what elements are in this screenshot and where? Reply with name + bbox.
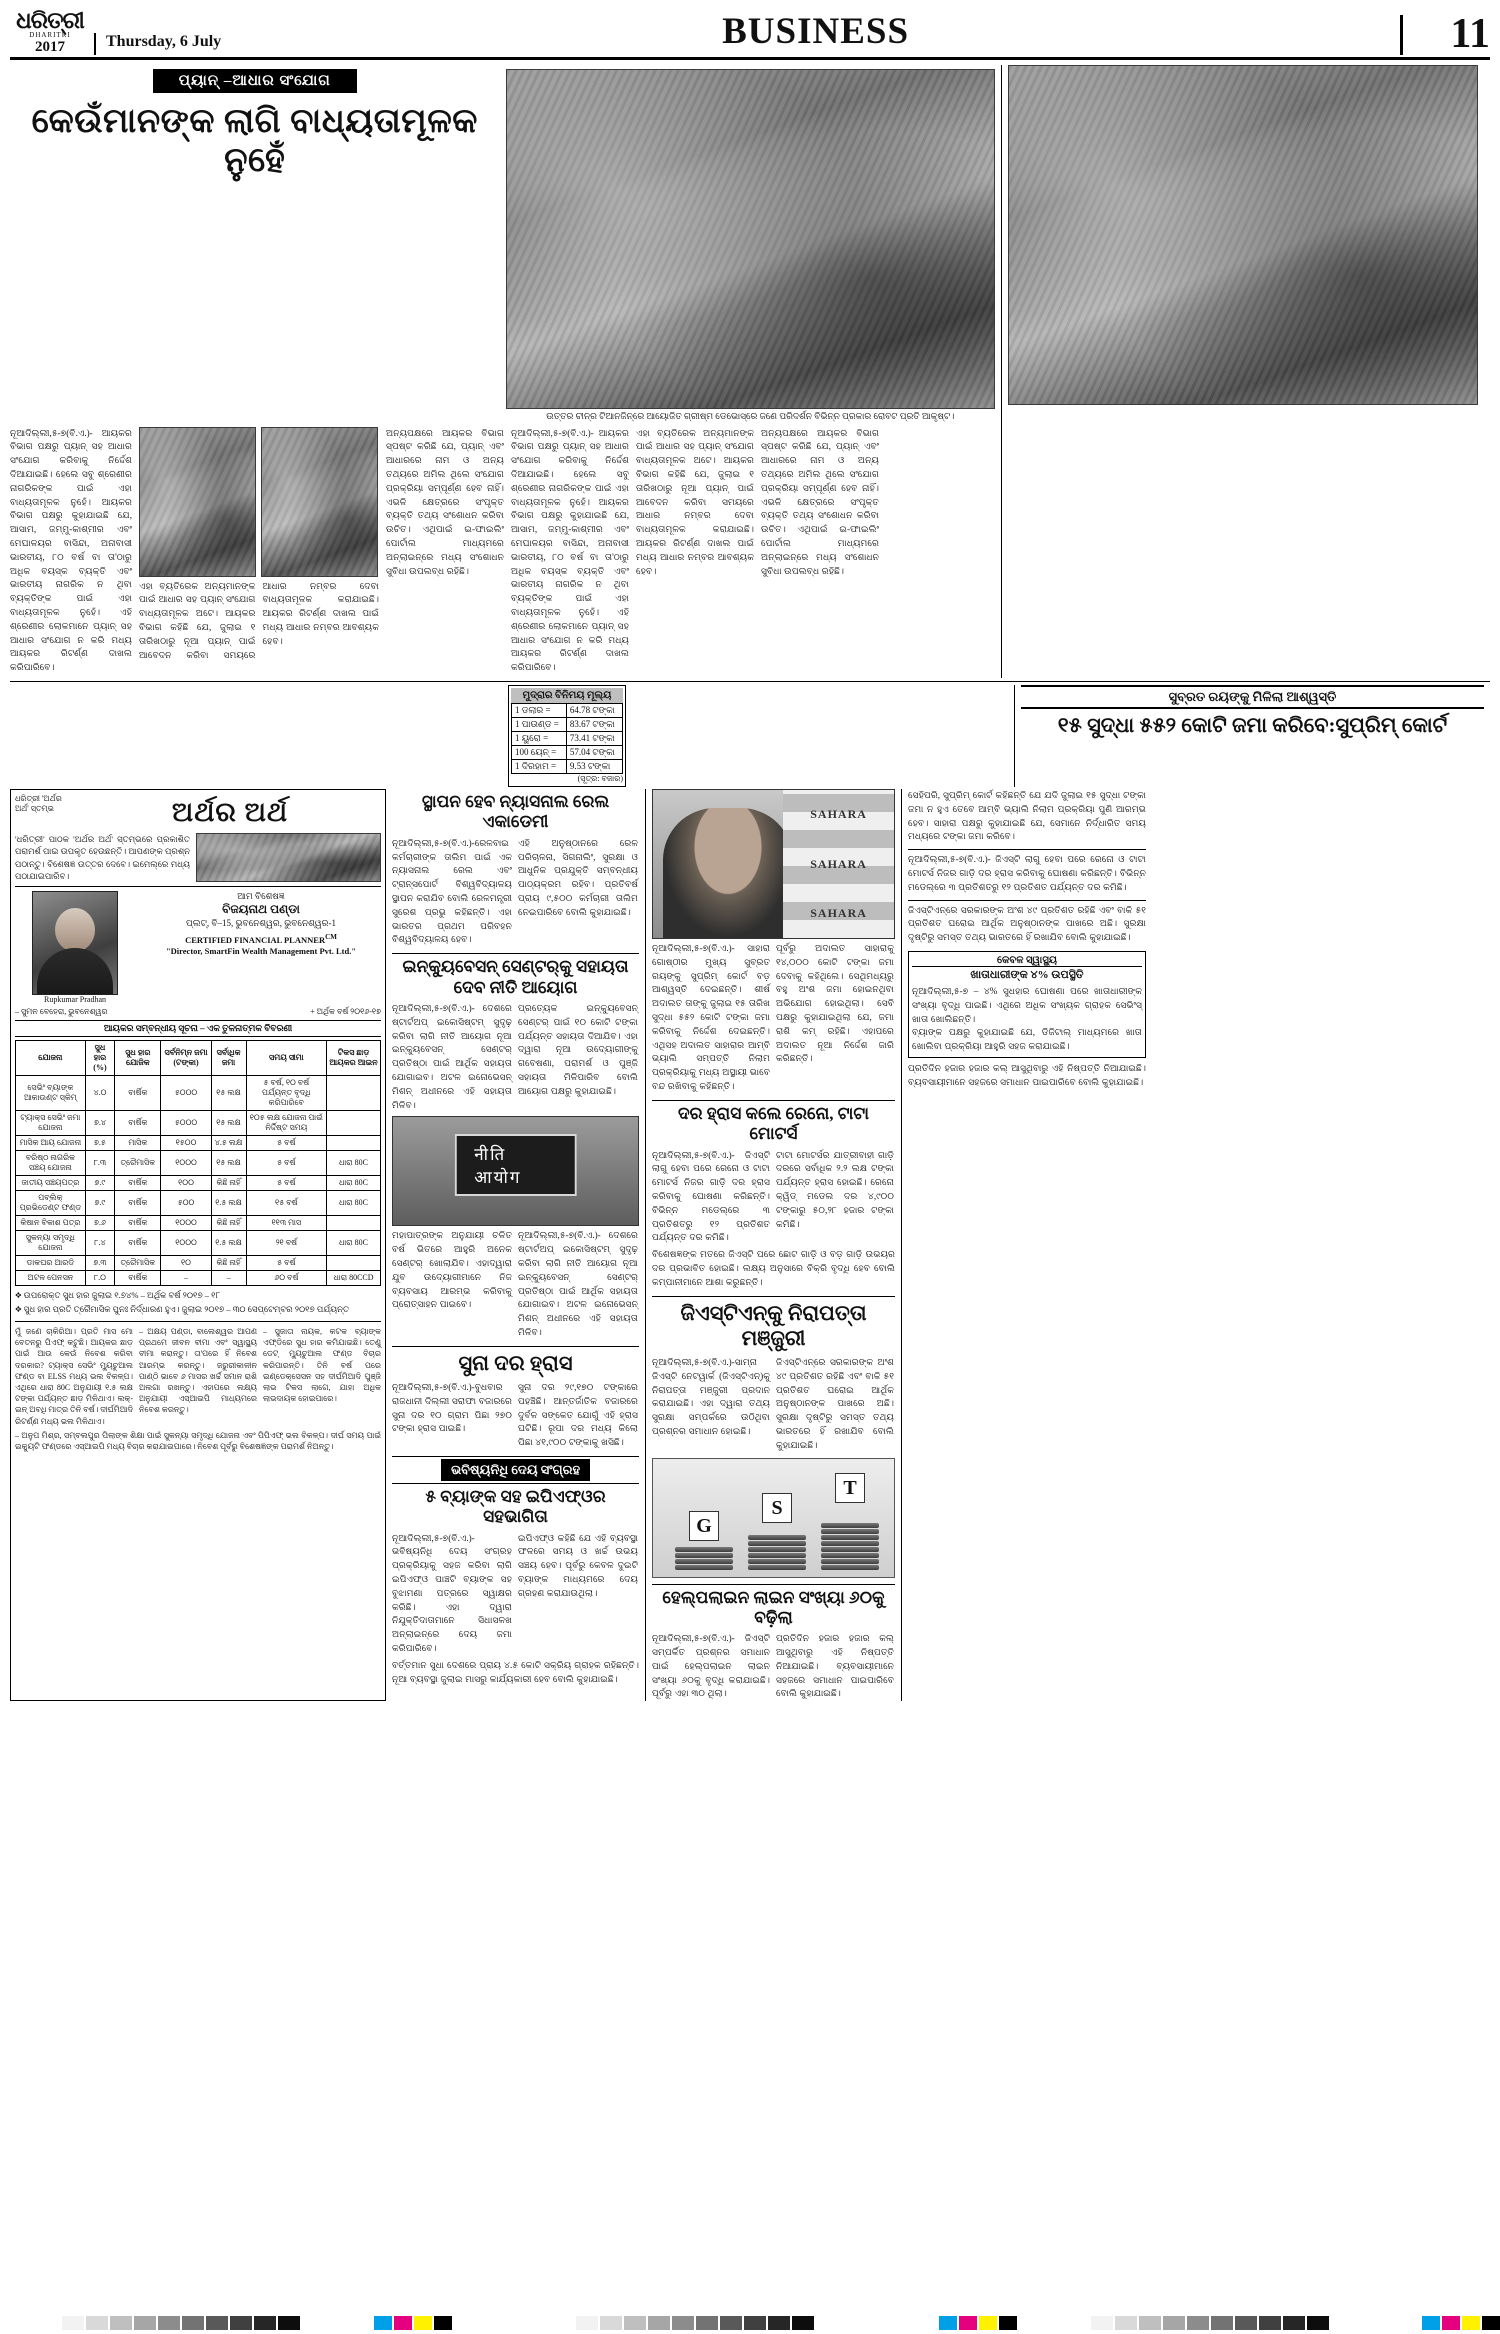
right-mid-column xyxy=(652,789,902,1701)
lead-headline: କେଉଁମାନଙ୍କ ଲାଗି ବାଧ୍ୟତାମୂଳକ ନୁହେଁ xyxy=(31,103,478,180)
savings-kicker: କେବଳ ସ୍ୱାସ୍ଥ୍ୟ xyxy=(912,955,1142,967)
fin-table-cell: କିଛି ନାହିଁ xyxy=(211,1256,246,1271)
lead-col-1-text: ନୂଆଦିଲ୍ଲୀ,୫-୭(ବି.ଏ.)- ଆୟକର ବିଭାଗ ପକ୍ଷରୁ ପ୍ୟାନ୍ ସହ ଆଧାର ସଂଯୋଗ କରିବାକୁ ନିର୍ଦ୍ଦେଶ ଦିଆଯାଇଛି। ହେଲେ ସବୁ ଶ୍ରେଣୀର ନାଗରିକଙ୍କ ପାଇଁ ଏହା ବାଧ୍ୟତାମୂଳକ ନୁହେଁ। ଆୟକର ବିଭାଗ ପକ୍ଷରୁ କୁହାଯାଇଛି ଯେ, ଆସାମ, ଜମ୍ମୁ-କାଶ୍ମୀର ଏବଂ ମେଘାଳୟର ବାସିନ୍ଦା, ଅନାବାସୀ ଭାରତୀୟ, ୮୦ ବର୍ଷ ବା ତା'ଠାରୁ ଅଧିକ ବୟସ୍କ ବ୍ୟକ୍ତି ଏବଂ ଭାରତୀୟ ନାଗରିକ ନ ଥିବା ବ୍ୟକ୍ତିଙ୍କ ପାଇଁ ଏହା ବାଧ୍ୟତାମୂଳକ ନୁହେଁ। ଏହି ଶ୍ରେଣୀର ଲୋକମାନେ ପ୍ୟାନ୍ ସହ ଆଧାର ସଂଯୋଗ ନ କରି ମଧ୍ୟ ଆୟକର ରିଟର୍ଣ୍ଣ ଦାଖଲ କରିପାରିବେ। xyxy=(10,427,132,673)
section-title: BUSINESS xyxy=(722,11,910,52)
forex-row xyxy=(512,746,623,760)
incubation-col-2: ପ୍ରତ୍ୟେକ ଇନ୍‌କ୍ୟୁବେସନ୍ ସେଣ୍ଟର୍ ପାଇଁ ୧୦ କୋଟି ଟଙ୍କା ପର୍ଯ୍ୟନ୍ତ ସହାୟତା ଦିଆଯିବ। ଏହା ଦ୍ୱାରା ନୂଆ ଉଦ୍ୟୋଗୀଙ୍କୁ ଗବେଷଣା, ପରାମର୍ଶ ଓ ପୁଞ୍ଜି ସହାୟତା ମିଳିପାରିବ ବୋଲି ଆୟୋଗ ପକ୍ଷରୁ କୁହାଯାଇଛି। xyxy=(518,1002,638,1096)
table-row xyxy=(16,1176,381,1191)
registration-mark xyxy=(1422,2316,1440,2330)
masthead xyxy=(10,6,1490,60)
fin-table-cell: ତ୍ରୈମାସିକ xyxy=(115,1256,161,1271)
registration-mark xyxy=(1115,2316,1137,2330)
arthara-badge: ଧରିତ୍ରୀ 'ଅର୍ଥର ଅର୍ଥ' ସ୍ତମ୍ଭ xyxy=(15,794,62,814)
page-body xyxy=(10,65,1490,1701)
table-row xyxy=(16,1231,381,1256)
rail-col-1: ନୂଆଦିଲ୍ଲୀ,୫-୭(ବି.ଏ.)-ରେଳବାଇ କର୍ମଚାରୀଙ୍କ ତାଲିମ ପାଇଁ ଏକ ନ୍ୟାସନାଲ ରେଲ ଏବଂ ଟ୍ରାନ୍ସପୋର୍ଟ ବିଶ୍ୱବିଦ୍ୟାଳୟ ସ୍ଥାପନ କରାଯିବ ବୋଲି ରେଳମନ୍ତ୍ରୀ ସୁରେଶ ପ୍ରଭୁ କହିଛନ୍ତି। ଏହା ଭାରତର ପ୍ରଥମ ପରିବହନ ବିଶ୍ୱବିଦ୍ୟାଳୟ ହେବ। xyxy=(392,837,512,945)
fin-table-cell: ବରିଷ୍ଠ ନାଗରିକ ସଞ୍ଚୟ ଯୋଜନା xyxy=(16,1151,86,1176)
fin-table-cell: ୪.୦ xyxy=(85,1076,114,1111)
registration-mark xyxy=(158,2316,180,2330)
fin-table-cell xyxy=(327,1136,381,1151)
arthara-qa-1: ମୁଁ ଜଣେ ଚାକିରିଆ। ପ୍ରତି ମାସ ମୋ ବେତନରୁ ପିଏଫ୍ କଟୁଛି। ଆୟକର ଛାଡ଼ ପାଇଁ ଆଉ କେଉଁ ନିବେଶ କରିବା ଦରକାର? ଟ୍ୟାକ୍ସ ସେଭିଂ ମ୍ୟୁଚୁଆଲ ଫଣ୍ଡ ବା ELSS ମଧ୍ୟ ଭଲ ବିକଳ୍ପ। ଏଥିରେ ଧାରା 80C ଅନୁଯାୟୀ ୧.୫ ଲକ୍ଷ ଟଙ୍କା ପର୍ଯ୍ୟନ୍ତ ଛାଡ଼ ମିଳିଥାଏ। ଲକ୍-ଇନ୍ ଅବଧି ମାତ୍ର ତିନି ବର୍ଷ। ଦୀର୍ଘମିଆଦି ରିଟର୍ଣ୍ଣ ମଧ୍ୟ ଭଲ ମିଳିଥାଏ। xyxy=(15,1327,133,1426)
fin-footnote-1: ❖ ଉପରୋକ୍ତ ସୁଧ ହାର ଜୁଲାଇ ୧.୭୪% – ଅର୍ଥିକ ବର୍ଷ ୨୦୧୭ – ୧୮ xyxy=(15,1290,221,1301)
fin-table-cell: ୮.୪ xyxy=(85,1231,114,1256)
sahara-brand-3: SAHARA xyxy=(810,905,867,920)
helpline-col-2: ପ୍ରତିଦିନ ହଜାର ହଜାର କଲ୍ ଆସୁଥିବାରୁ ଏହି ନିଷ୍ପତ୍ତି ନିଆଯାଇଛି। ବ୍ୟବସାୟୀମାନେ ସହଜରେ ସମାଧାନ ପାଇପାରିବେ ବୋଲି କୁହାଯାଇଛି। xyxy=(776,1633,894,1699)
fin-table-cell: ମାସିକ xyxy=(115,1136,161,1151)
fin-table-cell: ୧୦ xyxy=(161,1256,211,1271)
pf-col-2: ଇପିଏଫ୍‌ଓ କହିଛି ଯେ ଏହି ବ୍ୟବସ୍ଥା ଫଳରେ ସମୟ ଓ ଖର୍ଚ୍ଚ ଉଭୟ ସଞ୍ଚୟ ହେବ। ପୂର୍ବରୁ କେବଳ ଦୁଇଟି ବ୍ୟାଙ୍କ ମାଧ୍ୟମରେ ଦେୟ ଗ୍ରହଣ କରାଯାଉଥିଲା। xyxy=(518,1532,638,1598)
table-row xyxy=(16,1076,381,1111)
fin-footnote-2: ❖ ସୁଧ ହାର ପ୍ରତି ତ୍ରୈମାସିକ ପୁନଃ ନିର୍ଦ୍ଧାରଣ ହୁଏ। ଜୁଲାଇ ୨୦୧୭ – ୩୦ ସେପ୍ଟେମ୍ବର ୨୦୧୭ ପର୍ଯ୍ୟନ୍ତ xyxy=(15,1304,350,1315)
registration-mark xyxy=(394,2316,412,2330)
forex-row xyxy=(512,760,623,774)
forex-row xyxy=(512,704,623,718)
incubation-col-4: ନୂଆଦିଲ୍ଲୀ,୫-୭(ବି.ଏ.)- ଦେଶରେ ଷ୍ଟାର୍ଟଅପ୍ ଇକୋସିଷ୍ଟମ୍ ସୁଦୃଢ଼ କରିବା ଲାଗି ନୀତି ଆୟୋଗ ନୂଆ ଇନ୍‌କ୍ୟୁବେସନ୍ ସେଣ୍ଟର୍ ପ୍ରତିଷ୍ଠା ପାଇଁ ଆର୍ଥିକ ସହାୟତା ଯୋଗାଇବ। ଅଟଳ ଇନୋଭେସନ୍ ମିଶନ୍ ଅଧୀନରେ ଏହି ସହାୟତା ମିଳିବ। xyxy=(518,1230,638,1337)
arthara-qa-3: – ସୁଜାତା ନାୟକ, କଟକ ବ୍ୟାଙ୍କ ଏଫ୍‌ଡିରେ ସୁଧ ହାର କମିଯାଇଛି। ତେଣୁ ଡେଟ୍ ମ୍ୟୁଚୁଆଲ ଫଣ୍ଡ ବିଚାର କରିପାରନ୍ତି। ତିନି ବର୍ଷ ପରେ ଇଣ୍ଡେକ୍ସେସନ ସହ ଦୀର୍ଘମିଆଦି ପୁଞ୍ଜି ଲାଭ ଟିକସ ଲାଗେ, ଯାହା ଅଧିକ ଲାଭଦାୟକ ହୋଇପାରେ। xyxy=(263,1327,381,1404)
fin-table-cell: ୬୦ ବର୍ଷ xyxy=(246,1271,326,1286)
lead-photo-aadhaar xyxy=(261,427,378,577)
fin-table-cell: ୫ ବର୍ଷ xyxy=(246,1151,326,1176)
registration-mark xyxy=(374,2316,392,2330)
registration-mark xyxy=(110,2316,132,2330)
forex-row xyxy=(512,732,623,746)
lead-main-photo xyxy=(506,69,996,409)
cfp-line-1: CERTIFIED FINANCIAL PLANNER xyxy=(185,935,326,946)
sahara-col-2: ପୂର୍ବରୁ ଅଦାଲତ ସାହାରାକୁ ୧୪,୦୦୦ କୋଟି ଟଙ୍କା ଜମା ଦେବାକୁ କହିଥିଲେ। ସେଥିମଧ୍ୟରୁ ବହୁ ଅଂଶ ଜମା ହୋଇନଥିବା ଅଭିଯୋଗ ହୋଇଥିଲା। ସେବି ପକ୍ଷରୁ କୁହାଯାଇଥିଲା ଯେ, ଜମା ରାଶି କମ୍ ରହିଛି। ଏହାପରେ ଅଦାଲତ ନୂଆ ନିର୍ଦ୍ଦେଶ ଜାରି କରିଛନ୍ତି। xyxy=(776,943,894,1064)
table-row xyxy=(16,1256,381,1271)
registration-mark xyxy=(576,2316,598,2330)
fin-table-cell: ଧାରା 80C xyxy=(327,1151,381,1176)
rail-col-2: ଏହି ଅନୁଷ୍ଠାନରେ ରେଳ ପରିଚାଳନା, ସିଗନାଲିଂ, ସୁରକ୍ଷା ଓ ଆଧୁନିକ ପ୍ରଯୁକ୍ତି ସମ୍ବନ୍ଧୀୟ ପାଠ୍ୟକ୍ରମ ରହିବ। ପ୍ରତିବର୍ଷ ପ୍ରାୟ ୯,୫୦୦ କର୍ମଚାରୀ ତାଲିମ ନେଇପାରିବେ ବୋଲି କୁହାଯାଇଛି। xyxy=(518,837,638,917)
table-row xyxy=(16,1216,381,1231)
registration-mark xyxy=(1482,2316,1500,2330)
sahara-chief-face xyxy=(663,808,793,938)
sahara-brand-2: SAHARA xyxy=(810,856,867,871)
lead-main-photo-caption: ଉତ୍ତର ଚୀନ୍‌ର ଟିଆନଜିନ୍‌ରେ ଆୟୋଜିତ ଗ୍ରୀଷ୍ମ ଡେଭୋସ୍‌ରେ ଜଣେ ପରିଦର୍ଶନ ବିଭିନ୍ନ ପ୍ରକାର ରୋବଟ ପ୍ରତି ଆକୃଷ୍ଟ। xyxy=(546,411,955,421)
registration-mark xyxy=(1283,2316,1305,2330)
coin-stack-s xyxy=(748,1534,806,1571)
gold-col-1: ନୂଆଦିଲ୍ଲୀ,୫-୭(ବି.ଏ.)-ବୁଧବାର ରାଜଧାନୀ ଦିଲ୍ଲୀ ସରାଫା ବଜାରରେ ସୁନା ଦର ୧୦ ଗ୍ରାମ ପିଛା ୨୭୦ ଟଙ୍କା ହ୍ରାସ ପାଇଛି। xyxy=(392,1381,512,1434)
fin-table-cell: ୫ ବର୍ଷ xyxy=(246,1136,326,1151)
lead-col-3 xyxy=(386,427,504,678)
fare-col-1: ନୂଆଦିଲ୍ଲୀ,୫-୭(ବି.ଏ.)- ଜିଏସ୍‌ଟି ଲାଗୁ ହେବା ପରେ ରେନୋ ଓ ଟାଟା ମୋଟର୍ସ ନିଜର ଗାଡ଼ି ଦର ହ୍ରାସ କରିବାକୁ ଘୋଷଣା କରିଛନ୍ତି। ବିଭିନ୍ନ ମଡେଲ୍‌ରେ ୩ ପ୍ରତିଶତରୁ ୧୨ ପ୍ରତିଶତ ପର୍ଯ୍ୟନ୍ତ ଦର କମିଛି। xyxy=(652,1149,770,1243)
arthara-title: ଅର୍ଥର ଅର୍ଥ xyxy=(171,797,289,828)
lead-col-4 xyxy=(511,427,629,678)
arthara-qa-4: – ଅନୁପ ମିଶ୍ର, ସମ୍ବଲପୁର ପିଲାଙ୍କ ଶିକ୍ଷା ପାଇଁ ସୁକନ୍ୟା ସମୃଦ୍ଧି ଯୋଜନା ଏବଂ ପିପିଏଫ୍ ଭଲ ବିକଳ୍ପ। ଦୀର୍ଘ ସମୟ ପାଇଁ ଇକ୍ୟୁଟି ଫଣ୍ଡରେ ଏସ୍‌ଆଇପି ମଧ୍ୟ ବିଚାର କରାଯାଇପାରେ। ନିବେଶ ପୂର୍ବରୁ ବିଶେଷଜ୍ଞଙ୍କ ପରାମର୍ଶ ନିଅନ୍ତୁ। xyxy=(15,1430,381,1451)
fin-table-cell: ୫ ବର୍ଷ, ୧୦ ବର୍ଷ ପର୍ଯ୍ୟନ୍ତ ବୃଦ୍ଧି କରିପାରିବେ xyxy=(246,1076,326,1111)
expert-avatar xyxy=(32,891,118,995)
registration-mark xyxy=(182,2316,204,2330)
registration-mark xyxy=(1307,2316,1329,2330)
cfp-superscript: CM xyxy=(325,933,337,942)
registration-mark xyxy=(696,2316,718,2330)
registration-mark xyxy=(206,2316,228,2330)
lead-col-2-text: ଏହା ବ୍ୟତିରେକ ଅନ୍ୟମାନଙ୍କ ପାଇଁ ଆଧାର ସହ ପ୍ୟାନ୍ ସଂଯୋଗ ବାଧ୍ୟତାମୂଳକ ଅଟେ। ଆୟକର ବିଭାଗ କହିଛି ଯେ, ଜୁଲାଇ ୧ ତାରିଖଠାରୁ ନୂଆ ପ୍ୟାନ୍ ପାଇଁ ଆବେଦନ କରିବା ସମୟରେ ଆଧାର ନମ୍ବର ଦେବା ବାଧ୍ୟତାମୂଳକ କରାଯାଇଛି। ଆୟକର ରିଟର୍ଣ୍ଣ ଦାଖଲ ପାଇଁ ମଧ୍ୟ ଆଧାର ନମ୍ବର ଆବଶ୍ୟକ ହେବ। xyxy=(139,580,379,660)
fin-table-cell: ୭.୯ xyxy=(85,1191,114,1216)
gst-col-3: ଜିଏସ୍‌ଟିଏନ୍‌ରେ ସରକାରଙ୍କ ଅଂଶ ୪୯ ପ୍ରତିଶତ ରହିଛି ଏବଂ ବାକି ୫୧ ପ୍ରତିଶତ ଘରୋଇ ଆର୍ଥିକ ଅନୁଷ୍ଠାନଙ୍କ ପାଖରେ ଅଛି। ସୁରକ୍ଷା ଦୃଷ୍ଟିରୁ ସମସ୍ତ ତଥ୍ୟ ଭାରତରେ ହିଁ ରଖାଯିବ ବୋଲି କୁହାଯାଇଛି। xyxy=(908,904,1146,943)
fin-table-cell: ୫୦୦୦ xyxy=(161,1111,211,1136)
gst-letter-g: G xyxy=(689,1511,719,1541)
gold-headline: ସୁନା ଦର ହ୍ରାସ xyxy=(458,1350,573,1375)
lead-col-6-text: ଅନ୍ୟପକ୍ଷରେ ଆୟକର ବିଭାଗ ସ୍ପଷ୍ଟ କରିଛି ଯେ, ପ୍ୟାନ୍ ଏବଂ ଆଧାରରେ ନାମ ଓ ଅନ୍ୟ ତଥ୍ୟରେ ଅମିଲ ଥିଲେ ସଂଯୋଗ ପ୍ରକ୍ରିୟା ସମ୍ପୂର୍ଣ୍ଣ ହେବ ନାହିଁ। ଏଭଳି କ୍ଷେତ୍ରରେ ସଂପୃକ୍ତ ବ୍ୟକ୍ତି ତଥ୍ୟ ସଂଶୋଧନ କରିବା ଉଚିତ। ଏଥିପାଇଁ ଇ-ଫାଇଲିଂ ପୋର୍ଟାଲ ମାଧ୍ୟମରେ ଅନ୍‌ଲାଇନ୍‌ରେ ମଧ୍ୟ ସଂଶୋଧନ ସୁବିଧା ଉପଲବ୍ଧ ରହିଛି। xyxy=(761,427,879,576)
registration-mark xyxy=(278,2316,300,2330)
fin-table-cell: ୭.୬ xyxy=(85,1216,114,1231)
fin-table-cell: ୪.୫ ଲକ୍ଷ xyxy=(211,1136,246,1151)
forex-cell: 83.67 ଟଙ୍କା xyxy=(566,718,622,732)
helpline-headline: ହେଲ୍ପଲାଇନ ଲାଇନ ସଂଖ୍ୟା ୬୦କୁ ବଢ଼ିଲା xyxy=(662,1587,885,1627)
fin-table-cell: ୭.୪ xyxy=(85,1111,114,1136)
fin-table-cell: ବାର୍ଷିକ xyxy=(115,1176,161,1191)
registration-mark xyxy=(1259,2316,1281,2330)
registration-mark xyxy=(720,2316,742,2330)
sahara-kicker: ସୁବ୍ରତ ରୟଙ୍କୁ ମିଳିଲା ଆଶ୍ୱସ୍ତି xyxy=(1021,685,1484,709)
lead-col-2 xyxy=(139,580,379,663)
forex-box xyxy=(508,685,626,787)
table-row xyxy=(16,1191,381,1216)
registration-mark xyxy=(792,2316,814,2330)
sahara-brand-band xyxy=(783,790,894,938)
incubation-headline: ଇନ୍‌କ୍ୟୁବେସନ୍ ସେଣ୍ଟର୍‌କୁ ସହାୟତା ଦେବ ନୀତି ଆୟୋଗ xyxy=(402,957,629,997)
savings-col-2: ବ୍ୟାଙ୍କ ପକ୍ଷରୁ କୁହାଯାଇଛି ଯେ, ଡିଜିଟାଲ୍ ମାଧ୍ୟମରେ ଖାତା ଖୋଲିବା ପ୍ରକ୍ରିୟା ଆହୁରି ସହଜ କରାଯାଇଛି। xyxy=(912,1027,1142,1052)
registration-mark xyxy=(1211,2316,1233,2330)
fin-table-header: ସର୍ବନିମ୍ନ ଜମା (ଟଙ୍କା) xyxy=(161,1041,211,1076)
fin-table-cell: ୧୦୦୦ xyxy=(161,1231,211,1256)
fin-table-cell: – xyxy=(161,1271,211,1286)
sahara-portrait-photo xyxy=(652,789,895,939)
fin-table-cell: ୧୫ ଲକ୍ଷ xyxy=(211,1111,246,1136)
fin-table-cell: ୮.୩ xyxy=(85,1151,114,1176)
lead-story xyxy=(10,65,1002,678)
helpline-col-3: ପ୍ରତିଦିନ ହଜାର ହଜାର କଲ୍ ଆସୁଥିବାରୁ ଏହି ନିଷ୍ପତ୍ତି ନିଆଯାଇଛି। ବ୍ୟବସାୟୀମାନେ ସହଜରେ ସମାଧାନ ପାଇପାରିବେ ବୋଲି କୁହାଯାଇଛି। xyxy=(908,1062,1146,1087)
fin-table-cell: ୧୦୦୦ xyxy=(161,1151,211,1176)
fin-table-header: ଟିକସ ଛାଡ଼ ଆୟକର ଆଇନ xyxy=(327,1041,381,1076)
expert-address: ପ୍ଲଟ୍‌, ବି–15, ଭୁବନେଶ୍ୱର, ଭୁବନେଶ୍ୱର-1 xyxy=(186,918,336,929)
sahara-col-1: ନୂଆଦିଲ୍ଲୀ,୫-୭(ବି.ଏ.)- ସାହାରା ଗୋଷ୍ଠୀର ମୁଖ୍ୟ ସୁବ୍ରତ ରୟଙ୍କୁ ସୁପ୍ରିମ୍ କୋର୍ଟ ବଡ଼ ଆଶ୍ୱସ୍ତି ଦେଇଛନ୍ତି। ଶୀର୍ଷ ଅଦାଲତ ତାଙ୍କୁ ଜୁଲାଇ ୧୫ ତାରିଖ ସୁଦ୍ଧା ୫୫୨ କୋଟି ଟଙ୍କା ଜମା କରିବାକୁ ନିର୍ଦ୍ଦେଶ ଦେଇଛନ୍ତି। ଏଥିସହ ଅଦାଲତ ସାହାରାର ଆମ୍ବି ଭ୍ୟାଲି ସମ୍ପତ୍ତି ନିଲାମ ପ୍ରକ୍ରିୟାକୁ ମଧ୍ୟ ଅସ୍ଥାୟୀ ଭାବେ ବନ୍ଦ ରଖିବାକୁ କହିଛନ୍ତି। xyxy=(652,943,770,1091)
fin-table-cell: ୧୫ ଲକ୍ଷ xyxy=(211,1076,246,1111)
issue-date: Thursday, 6 July xyxy=(94,33,231,55)
forex-cell: 73.41 ଟଙ୍କା xyxy=(566,732,622,746)
registration-mark xyxy=(1139,2316,1161,2330)
fin-table xyxy=(15,1040,381,1286)
forex-cell: 1 ୟୁରୋ = xyxy=(512,732,567,746)
lead-col-5 xyxy=(636,427,754,678)
fin-table-header: ସୁଧ ହାର ଯୋଜିକ xyxy=(115,1041,161,1076)
fare-col-3: ବିଶେଷଜ୍ଞଙ୍କ ମତରେ ଜିଏସ୍‌ଟି ପରେ ଛୋଟ ଗାଡ଼ି ଓ ବଡ଼ ଗାଡ଼ି ଉଭୟର ଦର ପ୍ରଭାବିତ ହୋଇଛି। ଲକ୍ଷ୍ୟ ଅନୁସାରେ ବିକ୍ରି ବୃଦ୍ଧି ହେବ ବୋଲି କମ୍ପାନୀମାନେ ଆଶା କରୁଛନ୍ତି। xyxy=(652,1249,895,1287)
fin-table-cell: ୫ ବର୍ଷ xyxy=(246,1256,326,1271)
logo-year: 2017 xyxy=(35,39,65,55)
print-registration-marks xyxy=(0,2312,1500,2334)
fin-table-cell xyxy=(327,1216,381,1231)
registration-mark xyxy=(672,2316,694,2330)
lead-col-5-text: ଏହା ବ୍ୟତିରେକ ଅନ୍ୟମାନଙ୍କ ପାଇଁ ଆଧାର ସହ ପ୍ୟାନ୍ ସଂଯୋଗ ବାଧ୍ୟତାମୂଳକ ଅଟେ। ଆୟକର ବିଭାଗ କହିଛି ଯେ, ଜୁଲାଇ ୧ ତାରିଖଠାରୁ ନୂଆ ପ୍ୟାନ୍ ପାଇଁ ଆବେଦନ କରିବା ସମୟରେ ଆଧାର ନମ୍ବର ଦେବା ବାଧ୍ୟତାମୂଳକ କରାଯାଇଛି। ଆୟକର ରିଟର୍ଣ୍ଣ ଦାଖଲ ପାଇଁ ମଧ୍ୟ ଆଧାର ନମ୍ବର ଆବଶ୍ୟକ ହେବ। xyxy=(636,427,754,576)
fin-table-cell: ୭.୩ xyxy=(85,1256,114,1271)
lead-photo-pan xyxy=(139,427,256,577)
table-row xyxy=(16,1271,381,1286)
registration-mark xyxy=(979,2316,997,2330)
fin-table-cell: ସେଭିଂ ବ୍ୟାଙ୍କ ଆକାଉଣ୍ଟ ସ୍କିମ୍ xyxy=(16,1076,86,1111)
forex-title: ମୁଦ୍ରାର ବିନିମୟ ମୂଲ୍ୟ xyxy=(511,688,623,703)
fin-table-cell xyxy=(327,1111,381,1136)
niti-aayog-signboard-text: नीति आयोग xyxy=(454,1134,577,1196)
pf-col-3: ବର୍ତ୍ତମାନ ସୁଧା ଦେଶରେ ପ୍ରାୟ ୪.୫ କୋଟି ସକ୍ରିୟ ଗ୍ରାହକ ରହିଛନ୍ତି। ନୂଆ ବ୍ୟବସ୍ଥା ଜୁଲାଇ ମାସରୁ କାର୍ଯ୍ୟକାରୀ ହେବ ବୋଲି କୁହାଯାଇଛି। xyxy=(392,1659,639,1684)
fin-table-header: ଯୋଜନା xyxy=(16,1041,86,1076)
arthara-qa-2: – ଅକ୍ଷୟ ପଣ୍ଡା, ବାଲେଶ୍ୱର ଆପଣ ପ୍ରଥମେ ଜୀବନ ବୀମା ଏବଂ ସ୍ୱାସ୍ଥ୍ୟ ବୀମା କରାନ୍ତୁ। ତା'ପରେ ହିଁ ନିବେଶ ଆରମ୍ଭ କରନ୍ତୁ। ଜରୁରୀକାଳୀନ ପାଣ୍ଠି ଭାବେ ୬ ମାସର ଖର୍ଚ୍ଚ ସମାନ ରାଶି ଅଲଗା ରଖନ୍ତୁ। ଏହାପରେ ଲକ୍ଷ୍ୟ ଅନୁଯାୟୀ ଏସ୍‌ଆଇପି ମାଧ୍ୟମରେ ନିବେଶ କରନ୍ତୁ। xyxy=(139,1327,257,1415)
fin-table-cell: ୫୦୦ xyxy=(161,1191,211,1216)
coin-stack-g xyxy=(675,1546,733,1571)
expert-photo-caption: Rupkumar Pradhan xyxy=(44,995,106,1005)
registration-mark xyxy=(86,2316,108,2330)
fin-table-cell: ୧୫୦୦ xyxy=(161,1136,211,1151)
fin-table-cell: ୧୫ ବର୍ଷ xyxy=(246,1191,326,1216)
fare-col-2: ଟାଟା ମୋଟର୍ସର ଯାତ୍ରୀବାହୀ ଗାଡ଼ି ଦରରେ ସର୍ବାଧିକ ୨.୨ ଲକ୍ଷ ଟଙ୍କା ପର୍ଯ୍ୟନ୍ତ ହ୍ରାସ ହୋଇଛି। ରେନୋ କ୍ୱିଡ୍ ମଡେଲ ଦର ୪,୯୦୦ ଟଙ୍କାରୁ ୫୦,୨୮ ହଜାର ଟଙ୍କା କମିଛି। xyxy=(776,1149,894,1229)
lead-col-3-text: ଅନ୍ୟପକ୍ଷରେ ଆୟକର ବିଭାଗ ସ୍ପଷ୍ଟ କରିଛି ଯେ, ପ୍ୟାନ୍ ଏବଂ ଆଧାରରେ ନାମ ଓ ଅନ୍ୟ ତଥ୍ୟରେ ଅମିଲ ଥିଲେ ସଂଯୋଗ ପ୍ରକ୍ରିୟା ସମ୍ପୂର୍ଣ୍ଣ ହେବ ନାହିଁ। ଏଭଳି କ୍ଷେତ୍ରରେ ସଂପୃକ୍ତ ବ୍ୟକ୍ତି ତଥ୍ୟ ସଂଶୋଧନ କରିବା ଉଚିତ। ଏଥିପାଇଁ ଇ-ଫାଇଲିଂ ପୋର୍ଟାଲ ମାଧ୍ୟମରେ ଅନ୍‌ଲାଇନ୍‌ରେ ମଧ୍ୟ ସଂଶୋଧନ ସୁବିଧା ଉପଲବ୍ଧ ରହିଛି। xyxy=(386,427,504,576)
fin-table-cell: – xyxy=(211,1271,246,1286)
registration-mark xyxy=(230,2316,252,2330)
sahara-col-3: ସେହିପରି, ସୁପ୍ରିମ୍ କୋର୍ଟ କହିଛନ୍ତି ଯେ ଯଦି ଜୁଲାଇ ୧୫ ସୁଦ୍ଧା ଟଙ୍କା ଜମା ନ ହୁଏ ତେବେ ଆମ୍ବି ଭ୍ୟାଲି ନିଲାମ ପ୍ରକ୍ରିୟା ପୁଣି ଆରମ୍ଭ ହେବ। ସାହାରା ପକ୍ଷରୁ କୁହାଯାଇଛି ଯେ, ସେମାନେ ନିର୍ଦ୍ଧାରିତ ସମୟ ମଧ୍ୟରେ ଟଙ୍କା ଜମା କରିବେ। xyxy=(908,790,1146,842)
fin-table-cell: ଜାତୀୟ ସଞ୍ଚୟପତ୍ର xyxy=(16,1176,86,1191)
fin-table-cell: ୧୫ ଲକ୍ଷ xyxy=(211,1151,246,1176)
gst-col-1: ନୂଆଦିଲ୍ଲୀ,୫-୭(ବି.ଏ.)-ସାମ୍ନା ଜିଏସ୍‌ଟି ନେଟୱାର୍କ (ଜିଏସ୍‌ଟିଏନ୍‌)କୁ ନିରାପତ୍ତା ମଞ୍ଜୁରୀ ପ୍ରଦାନ କରାଯାଇଛି। ଏହା ଦ୍ୱାରା ତଥ୍ୟ ସୁରକ୍ଷା ସମ୍ପର୍କରେ ଉଠିଥିବା ପ୍ରଶ୍ନର ସମାଧାନ ହୋଇଛି। xyxy=(652,1356,770,1436)
fin-table-cell: ୮.୦ xyxy=(85,1271,114,1286)
fin-table-cell xyxy=(327,1076,381,1111)
lead-kicker-wrap xyxy=(10,65,500,97)
fin-table-header: ସମୟ ସୀମା xyxy=(246,1041,326,1076)
lead-kicker: ପ୍ୟାନ୍‌ –ଆଧାର ସଂଯୋଗ xyxy=(153,69,357,93)
niti-aayog-photo xyxy=(392,1116,639,1226)
fin-table-cell: ମାସିକ ଆୟ ଯୋଜନା xyxy=(16,1136,86,1151)
registration-mark xyxy=(254,2316,276,2330)
registration-mark xyxy=(624,2316,646,2330)
fin-table-cell: ଧାରା 80C xyxy=(327,1176,381,1191)
registration-mark xyxy=(648,2316,670,2330)
page-number: 11 xyxy=(1400,15,1490,55)
savings-box xyxy=(908,951,1146,1058)
savings-col-1: ନୂଆଦିଲ୍ଲୀ,୫-୭ – ୪% ସୁଧହାର ଘୋଷଣା ପରେ ଖାତାଧାରୀଙ୍କ ସଂଖ୍ୟା ବୃଦ୍ଧି ପାଇଛି। ଏଥିରେ ଅଧିକ ସଂଖ୍ୟକ ଗ୍ରାହକ ସେଭିଂସ୍ ଖାତା ଖୋଲିଛନ୍ତି। xyxy=(912,986,1142,1024)
sahara-head xyxy=(1014,685,1484,787)
fin-table-cell: ୧.୫ ଲକ୍ଷ xyxy=(211,1191,246,1216)
helpline-col-1: ନୂଆଦିଲ୍ଲୀ,୫-୭(ବି.ଏ.)- ଜିଏସ୍‌ଟି ସମ୍ପର୍କିତ ପ୍ରଶ୍ନର ସମାଧାନ ପାଇଁ ହେଲ୍ପଲାଇନ ଲାଇନ ସଂଖ୍ୟା ୬୦କୁ ବୃଦ୍ଧି କରାଯାଇଛି। ପୂର୍ବରୁ ଏହା ୩୦ ଥିଲା। xyxy=(652,1633,770,1699)
pf-kicker: ଭବିଷ୍ୟନିଧି ଦେୟ ସଂଗ୍ରହ xyxy=(441,1459,590,1481)
incubation-col-3: ମହାପାତ୍ରଙ୍କ ଅନୁଯାୟୀ ଚଳିତ ବର୍ଷ ଭିତରେ ଆହୁରି ଅନେକ ସେଣ୍ଟର୍ ଖୋଲାଯିବ। ଏହାଦ୍ୱାରା ଯୁବ ଉଦ୍ୟୋଗୀମାନେ ନିଜ ବ୍ୟବସାୟ ଆରମ୍ଭ କରିବାକୁ ପ୍ରୋତ୍ସାହନ ପାଇବେ। xyxy=(392,1230,512,1310)
fin-table-title: ଆୟକର ସମ୍ବନ୍ଧୀୟ ସୂଚନା – ଏକ ତୁଳନାତ୍ମକ ବିବରଣୀ xyxy=(15,1020,381,1037)
rail-headline: ସ୍ଥାପନ ହେବ ନ୍ୟାସନାଲ ରେଲ ଏକାଡେମୀ xyxy=(421,792,610,832)
registration-mark xyxy=(134,2316,156,2330)
fin-table-cell: ସୁକନ୍ୟା ସମୃଦ୍ଧି ଯୋଜନା xyxy=(16,1231,86,1256)
incubation-col-1: ନୂଆଦିଲ୍ଲୀ,୫-୭(ବି.ଏ.)- ଦେଶରେ ଷ୍ଟାର୍ଟଅପ୍ ଇକୋସିଷ୍ଟମ୍ ସୁଦୃଢ଼ କରିବା ଲାଗି ନୀତି ଆୟୋଗ ନୂଆ ଇନ୍‌କ୍ୟୁବେସନ୍ ସେଣ୍ଟର୍ ପ୍ରତିଷ୍ଠା ପାଇଁ ଆର୍ଥିକ ସହାୟତା ଯୋଗାଇବ। ଅଟଳ ଇନୋଭେସନ୍ ମିଶନ୍ ଅଧୀନରେ ଏହି ସହାୟତା ମିଳିବ। xyxy=(392,1002,512,1110)
registration-mark xyxy=(939,2316,957,2330)
forex-note: (ସୂତ୍ର: ବଜାର) xyxy=(577,774,623,784)
forex-cell: 9.53 ଟଙ୍କା xyxy=(566,760,622,774)
arthara-note-left: – ସୁମନ ବେହେରା, ଭୁବନେଶ୍ୱର xyxy=(15,1007,108,1017)
fare-col-4: ନୂଆଦିଲ୍ଲୀ,୫-୭(ବି.ଏ.)- ଜିଏସ୍‌ଟି ଲାଗୁ ହେବା ପରେ ରେନୋ ଓ ଟାଟା ମୋଟର୍ସ ନିଜର ଗାଡ଼ି ଦର ହ୍ରାସ କରିବାକୁ ଘୋଷଣା କରିଛନ୍ତି। ବିଭିନ୍ନ ମଡେଲ୍‌ରେ ୩ ପ୍ରତିଶତରୁ ୧୨ ପ୍ରତିଶତ ପର୍ଯ୍ୟନ୍ତ ଦର କମିଛି। xyxy=(908,854,1146,892)
fin-table-cell: ବାର୍ଷିକ xyxy=(115,1191,161,1216)
lead-col-1 xyxy=(10,427,132,678)
registration-mark xyxy=(1187,2316,1209,2330)
gst-letter-s: S xyxy=(762,1493,792,1523)
fin-table-header: ସର୍ବାଧିକ ଜମା xyxy=(211,1041,246,1076)
coin-stack-t xyxy=(821,1522,879,1571)
far-right-column xyxy=(908,789,1146,1701)
forex-row xyxy=(512,718,623,732)
gst-col-2: ଜିଏସ୍‌ଟିଏନ୍‌ରେ ସରକାରଙ୍କ ଅଂଶ ୪୯ ପ୍ରତିଶତ ରହିଛି ଏବଂ ବାକି ୫୧ ପ୍ରତିଶତ ଘରୋଇ ଆର୍ଥିକ ଅନୁଷ୍ଠାନଙ୍କ ପାଖରେ ଅଛି। ସୁରକ୍ଷା ଦୃଷ୍ଟିରୁ ସମସ୍ତ ତଥ୍ୟ ଭାରତରେ ହିଁ ରଖାଯିବ ବୋଲି କୁହାଯାଇଛି। xyxy=(776,1356,894,1450)
expert-label: ଆମ ବିଶେଷଜ୍ଞ xyxy=(237,891,285,902)
fin-table-cell: ଧାରା 80CCD xyxy=(327,1271,381,1286)
arthara-decor-photo xyxy=(196,833,381,882)
fin-table-cell: ଧାରା 80C xyxy=(327,1231,381,1256)
forex-cell: 100 ୟେନ୍ = xyxy=(512,746,567,760)
gst-headline: ଜିଏସ୍‌ଟିଏନ୍‌କୁ ନିରାପତ୍ତା ମଞ୍ଜୁରୀ xyxy=(680,1300,867,1350)
fin-table-cell: ବାର୍ଷିକ xyxy=(115,1231,161,1256)
sahara-top-photo xyxy=(1008,65,1478,405)
fin-table-cell: ୧.୫ ଲକ୍ଷ xyxy=(211,1231,246,1256)
sahara-headline: ୧୫ ସୁଦ୍ଧା ୫୫୨ କୋଟି ଜମା କରିବେ:ସୁପ୍ରିମ୍ କୋର୍ଟ xyxy=(1057,713,1448,738)
fin-table-cell: ୧୦୫ ଲକ୍ଷ ଯୋଜନା ପାଇଁ ନିର୍ଦ୍ଦିଷ୍ଟ ସମୟ xyxy=(246,1111,326,1136)
fin-table-cell: ଟ୍ୟାକ୍ସ ସେଭିଂ ଜମା ଯୋଜନା xyxy=(16,1111,86,1136)
registration-mark xyxy=(1163,2316,1185,2330)
registration-mark xyxy=(62,2316,84,2330)
registration-mark xyxy=(434,2316,452,2330)
registration-mark xyxy=(414,2316,432,2330)
pf-headline: ୫ ବ୍ୟାଙ୍କ ସହ ଇପିଏଫ୍‌ଓର ସହଭାଗିତା xyxy=(425,1486,606,1527)
fin-table-cell: କିଛି ନାହିଁ xyxy=(211,1176,246,1191)
cfp-line-2: "Director, SmartFin Wealth Management Pvt. Ltd." xyxy=(165,946,357,957)
fare-headline: ଦର ହ୍ରାସ କଲେ ରେନୋ, ଟାଟା ମୋଟର୍ସ xyxy=(677,1103,870,1144)
center-column xyxy=(392,789,646,1701)
forex-table xyxy=(511,703,623,774)
fin-table-cell xyxy=(327,1256,381,1271)
fin-table-cell: ୧୧୩ ମାସ xyxy=(246,1216,326,1231)
forex-cell: 64.78 ଟଙ୍କା xyxy=(566,704,622,718)
fin-table-cell: ଧାରା 80C xyxy=(327,1191,381,1216)
fin-table-cell: ବାର୍ଷିକ xyxy=(115,1111,161,1136)
table-row xyxy=(16,1151,381,1176)
forex-cell: 1 ପାଉଣ୍ଡ = xyxy=(512,718,567,732)
registration-mark xyxy=(1462,2316,1480,2330)
fin-table-cell: ପବ୍ଲିକ୍ ପ୍ରଭିଡେଣ୍ଟ ଫଣ୍ଡ xyxy=(16,1191,86,1216)
registration-mark xyxy=(959,2316,977,2330)
forex-cell: 1 ଡଲାର = xyxy=(512,704,567,718)
fin-table-cell: ବାର୍ଷିକ xyxy=(115,1271,161,1286)
registration-mark xyxy=(1235,2316,1257,2330)
arthara-intro: 'ଧରିତ୍ରୀ' ପାଠକ 'ଅର୍ଥର ଅର୍ଥ' ସ୍ତମ୍ଭରେ ପ୍ରକାଶିତ ପରାମର୍ଶ ପାଇ ଉପକୃତ ହେଉଛନ୍ତି। ଆପଣଙ୍କ ପ୍ରଶ୍ନ ପଠାନ୍ତୁ। ବିଶେଷଜ୍ଞ ଉତ୍ତର ଦେବେ। ଇମେଲ୍‌ରେ ମଧ୍ୟ ପଠାଯାଇପାରିବ। xyxy=(15,834,190,881)
fin-table-cell: କିଛି ନାହିଁ xyxy=(211,1216,246,1231)
fin-table-cell: କିଷାନ ବିକାଶ ପତ୍ର xyxy=(16,1216,86,1231)
gold-col-2: ସୁନା ଦର ୨୯,୧୭୦ ଟଙ୍କାରେ ପହଞ୍ଚିଛି। ଆନ୍ତର୍ଜାତିକ ବଜାରରେ ଦୁର୍ବଳ ସଙ୍କେତ ଯୋଗୁଁ ଏହି ହ୍ରାସ ଘଟିଛି। ରୂପା ଦର ମଧ୍ୟ କିଲୋ ପିଛା ୪୧,୯୦୦ ଟଙ୍କାକୁ ଖସିଛି। xyxy=(518,1381,638,1448)
forex-cell: 1 ଦିରହାମ = xyxy=(512,760,567,774)
gst-coins-photo xyxy=(652,1458,895,1578)
registration-mark xyxy=(768,2316,790,2330)
forex-cell: 57.04 ଟଙ୍କା xyxy=(566,746,622,760)
fin-table-cell: ବାର୍ଷିକ xyxy=(115,1076,161,1111)
table-row xyxy=(16,1111,381,1136)
expert-name: ବିଜୟନାଥ ପଣ୍ଡା xyxy=(222,902,300,917)
logo-subtitle: DHARITRI xyxy=(29,31,71,39)
fin-table-cell: ବାର୍ଷିକ xyxy=(115,1216,161,1231)
fin-table-cell: ୭.୫ xyxy=(85,1136,114,1151)
fin-table-cell: ୧୦୦୦ xyxy=(161,1216,211,1231)
registration-mark xyxy=(600,2316,622,2330)
lead-col-4-text: ନୂଆଦିଲ୍ଲୀ,୫-୭(ବି.ଏ.)- ଆୟକର ବିଭାଗ ପକ୍ଷରୁ ପ୍ୟାନ୍ ସହ ଆଧାର ସଂଯୋଗ କରିବାକୁ ନିର୍ଦ୍ଦେଶ ଦିଆଯାଇଛି। ହେଲେ ସବୁ ଶ୍ରେଣୀର ନାଗରିକଙ୍କ ପାଇଁ ଏହା ବାଧ୍ୟତାମୂଳକ ନୁହେଁ। ଆୟକର ବିଭାଗ ପକ୍ଷରୁ କୁହାଯାଇଛି ଯେ, ଆସାମ, ଜମ୍ମୁ-କାଶ୍ମୀର ଏବଂ ମେଘାଳୟର ବାସିନ୍ଦା, ଅନାବାସୀ ଭାରତୀୟ, ୮୦ ବର୍ଷ ବା ତା'ଠାରୁ ଅଧିକ ବୟସ୍କ ବ୍ୟକ୍ତି ଏବଂ ଭାରତୀୟ ନାଗରିକ ନ ଥିବା ବ୍ୟକ୍ତିଙ୍କ ପାଇଁ ଏହା ବାଧ୍ୟତାମୂଳକ ନୁହେଁ। ଏହି ଶ୍ରେଣୀର ଲୋକମାନେ ପ୍ୟାନ୍ ସହ ଆଧାର ସଂଯୋଗ ନ କରି ମଧ୍ୟ ଆୟକର ରିଟର୍ଣ୍ଣ ଦାଖଲ କରିପାରିବେ। xyxy=(511,427,629,673)
fin-table-cell: ଡାକଘର ଆରଡି xyxy=(16,1256,86,1271)
registration-mark xyxy=(1442,2316,1460,2330)
fin-table-cell: ୫ ବର୍ଷ xyxy=(246,1176,326,1191)
fin-table-cell: ୨୧ ବର୍ଷ xyxy=(246,1231,326,1256)
fin-table-cell: ଅଟଳ ପେନସନ xyxy=(16,1271,86,1286)
fin-table-cell: ୧୦୦ xyxy=(161,1176,211,1191)
registration-mark xyxy=(999,2316,1017,2330)
sahara-brand-1: SAHARA xyxy=(810,807,867,822)
publication-logo xyxy=(10,9,90,55)
registration-mark xyxy=(744,2316,766,2330)
registration-mark xyxy=(1091,2316,1113,2330)
fin-table-cell: ୭.୯ xyxy=(85,1176,114,1191)
table-row xyxy=(16,1136,381,1151)
lead-col-6 xyxy=(761,427,879,678)
savings-headline: ଖାତାଧାରୀଙ୍କ ୪% ଉପସ୍ଥିତି xyxy=(970,969,1084,981)
arthara-artha-column xyxy=(10,789,386,1701)
sahara-top-caption xyxy=(1008,405,1478,421)
gst-letter-t: T xyxy=(835,1473,865,1503)
fin-table-cell: ୫୦୦୦ xyxy=(161,1076,211,1111)
logo-odia-text: ଧରିତ୍ରୀ xyxy=(16,8,84,33)
pf-col-1: ନୂଆଦିଲ୍ଲୀ,୫-୭(ବି.ଏ.)- ଭବିଷ୍ୟନିଧି ଦେୟ ସଂଗ୍ରହ ପ୍ରକ୍ରିୟାକୁ ସହଜ କରିବା ଲାଗି ଇପିଏଫ୍‌ଓ ପାଞ୍ଚଟି ବ୍ୟାଙ୍କ ସହ ବୁଝାମଣା ପତ୍ରରେ ସ୍ୱାକ୍ଷର କରିଛି। ଏହା ଦ୍ୱାରା ନିଯୁକ୍ତିଦାତାମାନେ ସିଧାସଳଖ ଅନ୍‌ଲାଇନ୍‌ରେ ଦେୟ ଜମା କରିପାରିବେ। xyxy=(392,1532,512,1654)
sahara-story xyxy=(1008,65,1478,678)
fin-table-cell: ତ୍ରୈମାସିକ xyxy=(115,1151,161,1176)
fin-table-header: ସୁଧ ହାର (%) xyxy=(85,1041,114,1076)
arthara-note-right: + ଅର୍ଥିକ ବର୍ଷ ୨୦୧୬-୧୭ xyxy=(310,1007,381,1017)
